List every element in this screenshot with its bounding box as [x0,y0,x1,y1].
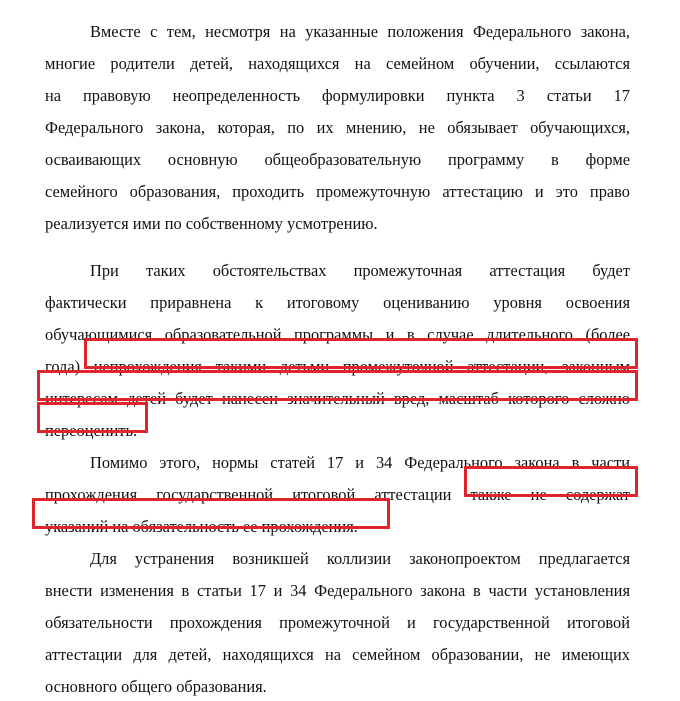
paragraph-2-line-5: интересам детей будет нанесен значительный вред, масштаб которого сложно [45,389,630,408]
paragraph-2-line-4: года) непрохождения такими детьми промежуточной аттестации, законным [45,357,630,376]
paragraph-2-line-1: При таких обстоятельствах промежуточная аттестация будет [90,261,630,280]
paragraph-3-line-1: Помимо этого, нормы статей 17 и 34 Федерального закона в части [90,453,630,472]
paragraph-2-line-2: фактически приравнена к итоговому оцениванию уровня освоения [45,293,630,312]
paragraph-3-line-2: прохождения государственной итоговой аттестации также не содержат [45,485,630,504]
paragraph-4-line-4: аттестации для детей, находящихся на семейном образовании, не имеющих [45,645,630,664]
paragraph-1-line-3: на правовую неопределенность формулировки пункта 3 статьи 17 [45,86,630,105]
paragraph-2-line-6: переоценить. [45,421,138,440]
paragraph-1-line-5: осваивающих основную общеобразовательную программу в форме [45,150,630,169]
paragraph-4-line-1: Для устранения возникшей коллизии законопроектом предлагается [90,549,630,568]
paragraph-3-line-3: указаний на обязательность ее прохождения. [45,517,358,536]
paragraph-1-line-7: реализуется ими по собственному усмотрению. [45,214,378,233]
paragraph-1-line-4: Федерального закона, которая, по их мнению, не обязывает обучающихся, [45,118,630,137]
paragraph-4-line-2: внести изменения в статьи 17 и 34 Федерального закона в части установления [45,581,630,600]
paragraph-1-line-6: семейного образования, проходить промежуточную аттестацию и это право [45,182,630,201]
paragraph-4-line-3: обязательности прохождения промежуточной и государственной итоговой [45,613,630,632]
paragraph-1-line-1: Вместе с тем, несмотря на указанные положения Федерального закона, [90,22,630,41]
paragraph-1-line-2: многие родители детей, находящихся на семейном обучении, ссылаются [45,54,630,73]
paragraph-4-line-5: основного общего образования. [45,677,267,696]
paragraph-2-line-3: обучающимися образовательной программы и в случае длительного (более [45,325,630,344]
